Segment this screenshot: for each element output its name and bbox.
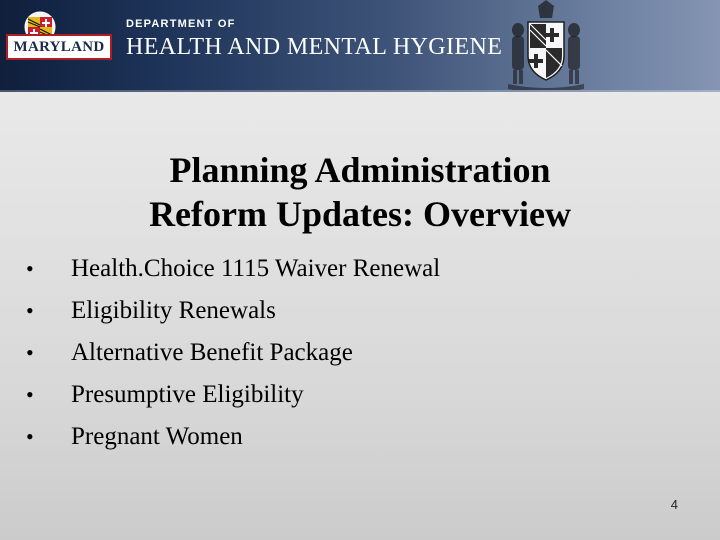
bullet-item xyxy=(26,374,440,416)
bullet-text: Pregnant Women xyxy=(71,423,243,450)
page-number: 4 xyxy=(670,497,678,512)
maryland-wordmark: MARYLAND xyxy=(6,34,112,60)
maryland-great-seal-crest-icon xyxy=(500,0,592,90)
slide-title-line-2: Reform Updates: Overview xyxy=(149,194,571,235)
bullet-item xyxy=(26,290,440,332)
bullet-dot-icon: • xyxy=(26,424,34,449)
slide-title xyxy=(60,148,660,236)
bullet-text: Presumptive Eligibility xyxy=(71,381,304,408)
slide-title-line-1: Planning Administration xyxy=(169,150,551,191)
bullet-dot-icon: • xyxy=(26,298,34,323)
bullet-text: Health.Choice 1115 Waiver Renewal xyxy=(71,255,441,282)
bullet-text: Eligibility Renewals xyxy=(71,297,276,324)
content-panel xyxy=(0,92,720,540)
bullet-dot-icon: • xyxy=(26,256,34,281)
bullet-text: Alternative Benefit Package xyxy=(71,339,353,366)
bullet-dot-icon: • xyxy=(26,340,34,365)
department-name: HEALTH AND MENTAL HYGIENE xyxy=(126,34,503,60)
bullet-list xyxy=(26,248,440,458)
header-banner xyxy=(0,0,720,92)
bullet-item xyxy=(26,332,440,374)
bullet-dot-icon: • xyxy=(26,382,34,407)
bullet-item xyxy=(26,248,440,290)
bullet-item xyxy=(26,416,440,458)
department-label: DEPARTMENT OF xyxy=(126,18,236,30)
